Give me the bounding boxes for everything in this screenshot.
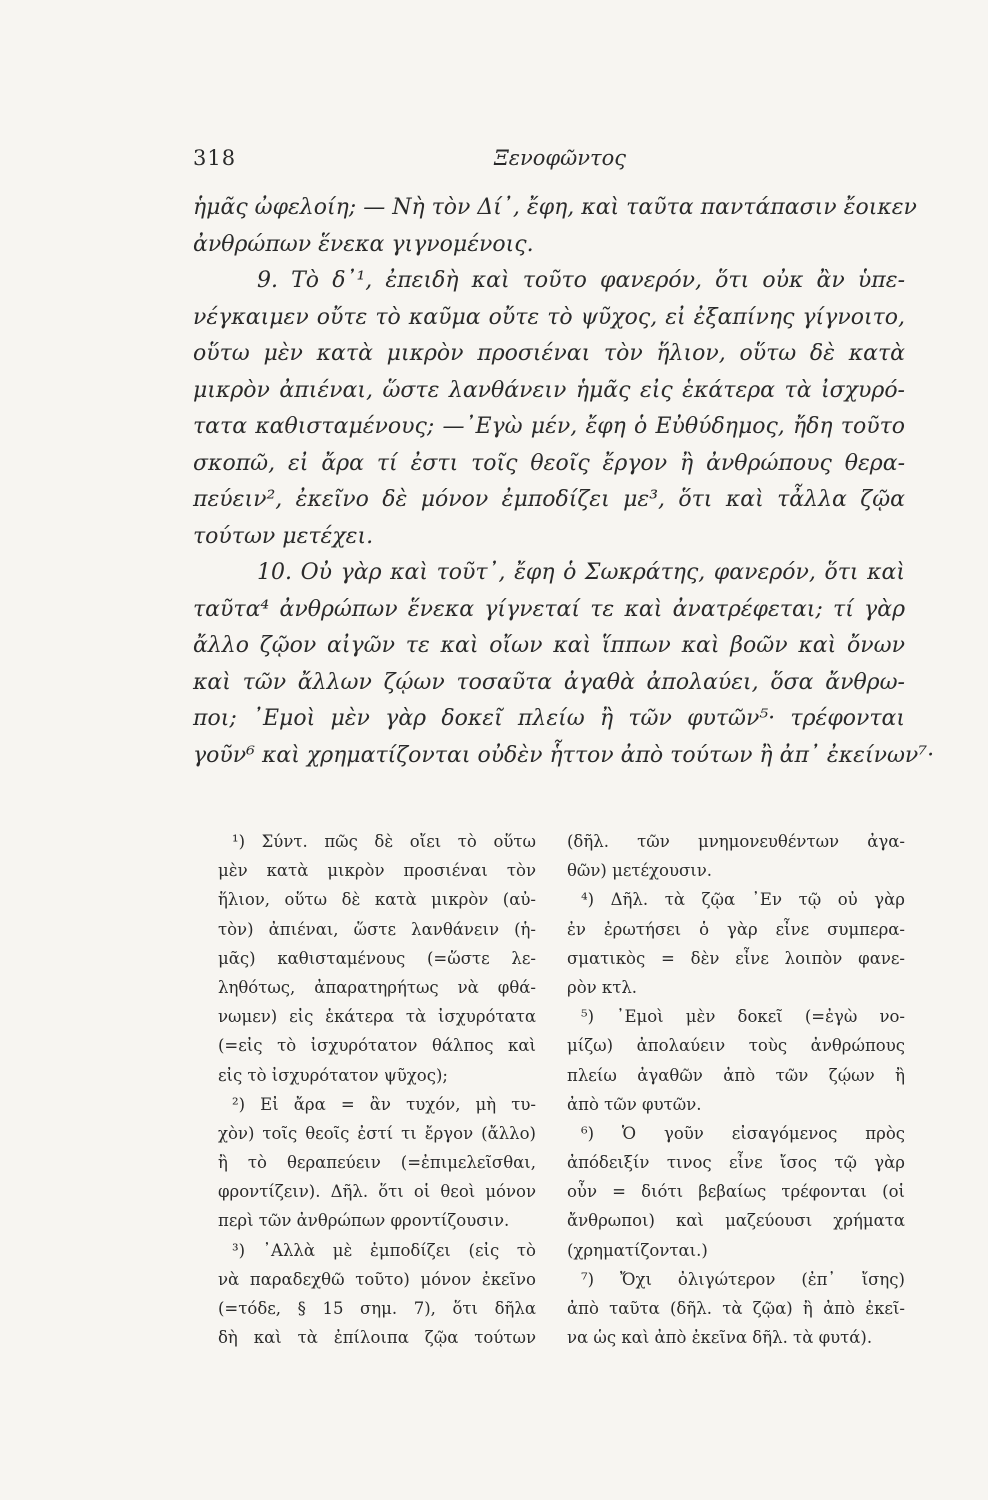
footnotes-right-column bbox=[567, 827, 905, 1352]
footnote-line: ἥλιον, οὕτω δὲ κατὰ μικρὸν (αὐ- bbox=[218, 890, 536, 910]
text-line: ἄλλο ζῷον αἰγῶν τε καὶ οἴων καὶ ἵππων καὶ βοῶν καὶ ὄνων bbox=[193, 633, 905, 658]
footnote-line: ²) Εἰ ἄρα = ἂν τυχόν, μὴ τυ- bbox=[232, 1094, 536, 1114]
text-line: 9. Τὸ δ᾽¹, ἐπειδὴ καὶ τοῦτο φανερόν, ὅτι οὐκ ἂν ὑπε- bbox=[257, 268, 905, 293]
text-line: μικρὸν ἀπιέναι, ὥστε λανθάνειν ἡμᾶς εἰς ἑκάτερα τὰ ἰσχυρό- bbox=[193, 377, 905, 403]
footnote-line: ¹) Σύντ. πῶς δὲ οἴει τὸ οὕτω bbox=[232, 832, 536, 851]
footnotes-left-column bbox=[218, 827, 536, 1352]
footnote-line: νωμεν) εἰς ἑκάτερα τὰ ἰσχυρότατα bbox=[218, 1007, 536, 1027]
footnote-line: ⁴) Δῆλ. τὰ ζῷα ᾽Εν τῷ οὐ γὰρ bbox=[581, 890, 905, 910]
footnote-line: ⁵) ᾽Εμοὶ μὲν δοκεῖ (=ἐγὼ νο- bbox=[581, 1007, 905, 1027]
footnote-line: φροντίζειν). Δῆλ. ὅτι οἱ θεοὶ μόνον bbox=[218, 1182, 536, 1202]
footnote-line: χὸν) τοῖς θεοῖς ἐστί τι ἔργον (ἄλλο) bbox=[218, 1123, 536, 1143]
running-head: Ξενοφῶντος bbox=[493, 146, 627, 170]
text-line: σκοπῶ, εἰ ἄρα τί ἐστι τοῖς θεοῖς ἔργον ἢ ἀνθρώπους θερα- bbox=[193, 450, 905, 476]
footnote-line: μᾶς) καθισταμένους (=ὥστε λε- bbox=[218, 948, 536, 968]
text-line: τατα καθισταμένους; —᾽Εγὼ μέν, ἔφη ὁ Εὐθύδημος, ἤδη τοῦτο bbox=[193, 414, 905, 439]
footnote-line: μὲν κατὰ μικρὸν προσιέναι τὸν bbox=[218, 861, 536, 881]
footnote-line: (=τόδε, § 15 σημ. 7), ὅτι δῆλα bbox=[218, 1299, 536, 1318]
footnote-line: (δῆλ. τῶν μνημονευθέντων ἀγα- bbox=[567, 832, 905, 851]
footnote-line: πλείω ἀγαθῶν ἀπὸ τῶν ζῴων ἢ bbox=[567, 1065, 905, 1085]
main-text bbox=[193, 190, 935, 774]
footnote-line: ἀπὸ τῶν φυτῶν. bbox=[567, 1094, 702, 1114]
footnote-line: ⁶) Ὁ γοῦν εἰσαγόμενος πρὸς bbox=[581, 1123, 905, 1143]
text-line: οὕτω μὲν κατὰ μικρὸν προσιέναι τὸν ἥλιον, οὕτω δὲ κατὰ bbox=[193, 341, 905, 366]
text-line: πεύειν², ἐκεῖνο δὲ μόνον ἐμποδίζει με³, ὅτι καὶ τἆλλα ζῷα bbox=[193, 487, 905, 512]
footnote-line: (=εἰς τὸ ἰσχυρότατον θάλπος καὶ bbox=[218, 1036, 536, 1056]
text-line: ἡμᾶς ὠφελοίη; — Νὴ τὸν Δί᾽, ἔφη, καὶ ταῦτα παντάπασιν ἔοικεν bbox=[193, 195, 917, 220]
text-line: τούτων μετέχει. bbox=[193, 523, 374, 549]
footnote-line: ἀπόδειξίν τινος εἶνε ἴσος τῷ γὰρ bbox=[567, 1153, 905, 1173]
footnote-line: δὴ καὶ τὰ ἐπίλοιπα ζῷα τούτων bbox=[218, 1328, 536, 1348]
footnote-line: ⁷) Ὄχι ὀλιγώτερον (ἐπ᾽ ἴσης) bbox=[581, 1269, 905, 1289]
text-line: 10. Οὐ γὰρ καὶ τοῦτ᾽, ἔφη ὁ Σωκράτης, φανερόν, ὅτι καὶ bbox=[257, 560, 905, 585]
footnote-line: να ὡς καὶ ἀπὸ ἐκεῖνα δῆλ. τὰ φυτά). bbox=[567, 1328, 873, 1348]
footnote-line: θῶν) μετέχουσιν. bbox=[567, 861, 713, 881]
footnote-line: σματικὸς = δὲν εἶνε λοιπὸν φανε- bbox=[567, 948, 905, 968]
footnote-line: περὶ τῶν ἀνθρώπων φροντίζουσιν. bbox=[218, 1211, 510, 1231]
footnote-line: ἢ τὸ θεραπεύειν (=ἐπιμελεῖσθαι, bbox=[218, 1153, 536, 1173]
footnote-line: ἄνθρωποι) καὶ μαζεύουσι χρήματα bbox=[567, 1211, 905, 1231]
footnote-line: νὰ παραδεχθῶ τοῦτο) μόνον ἐκεῖνο bbox=[218, 1269, 536, 1289]
footnote-line: εἰς τὸ ἰσχυρότατον ψῦχος); bbox=[218, 1065, 448, 1085]
text-line: καὶ τῶν ἄλλων ζῴων τοσαῦτα ἀγαθὰ ἀπολαύει, ὅσα ἄνθρω- bbox=[193, 669, 905, 695]
footnote-line: ³) ᾽Αλλὰ μὲ ἐμποδίζει (εἰς τὸ bbox=[232, 1240, 536, 1260]
text-line: γοῦν⁶ καὶ χρηματίζονται οὐδὲν ἧττον ἀπὸ τούτων ἢ ἀπ᾽ ἐκείνων⁷· bbox=[193, 742, 935, 768]
footnote-line: οὖν = διότι βεβαίως τρέφονται (οἱ bbox=[567, 1182, 905, 1202]
footnote-line: ρὸν κτλ. bbox=[567, 977, 638, 997]
page-number: 318 bbox=[193, 146, 237, 170]
footnote-line: ληθότως, ἀπαρατηρήτως νὰ φθά- bbox=[218, 977, 536, 997]
footnote-line: ἐν ἐρωτήσει ὁ γὰρ εἶνε συμπερα- bbox=[567, 919, 905, 939]
text-line: νέγκαιμεν οὔτε τὸ καῦμα οὔτε τὸ ψῦχος, εἰ ἐξαπίνης γίγνοιτο, bbox=[193, 304, 905, 330]
footnote-line: μίζω) ἀπολαύειν τοὺς ἀνθρώπους bbox=[567, 1036, 905, 1056]
footnote-line: τὸν) ἀπιέναι, ὥστε λανθάνειν (ἡ- bbox=[218, 919, 536, 939]
text-line: ταῦτα⁴ ἀνθρώπων ἕνεκα γίγνεταί τε καὶ ἀνατρέφεται; τί γὰρ bbox=[193, 596, 905, 622]
text-line: ἀνθρώπων ἕνεκα γιγνομένοις. bbox=[193, 231, 534, 257]
footnote-line: ἀπὸ ταῦτα (δῆλ. τὰ ζῷα) ἢ ἀπὸ ἐκεῖ- bbox=[567, 1299, 905, 1318]
footnote-line: (χρηματίζονται.) bbox=[567, 1240, 708, 1260]
text-line: ποι; ᾽Εμοὶ μὲν γὰρ δοκεῖ πλείω ἢ τῶν φυτῶν⁵· τρέφονται bbox=[193, 706, 905, 731]
